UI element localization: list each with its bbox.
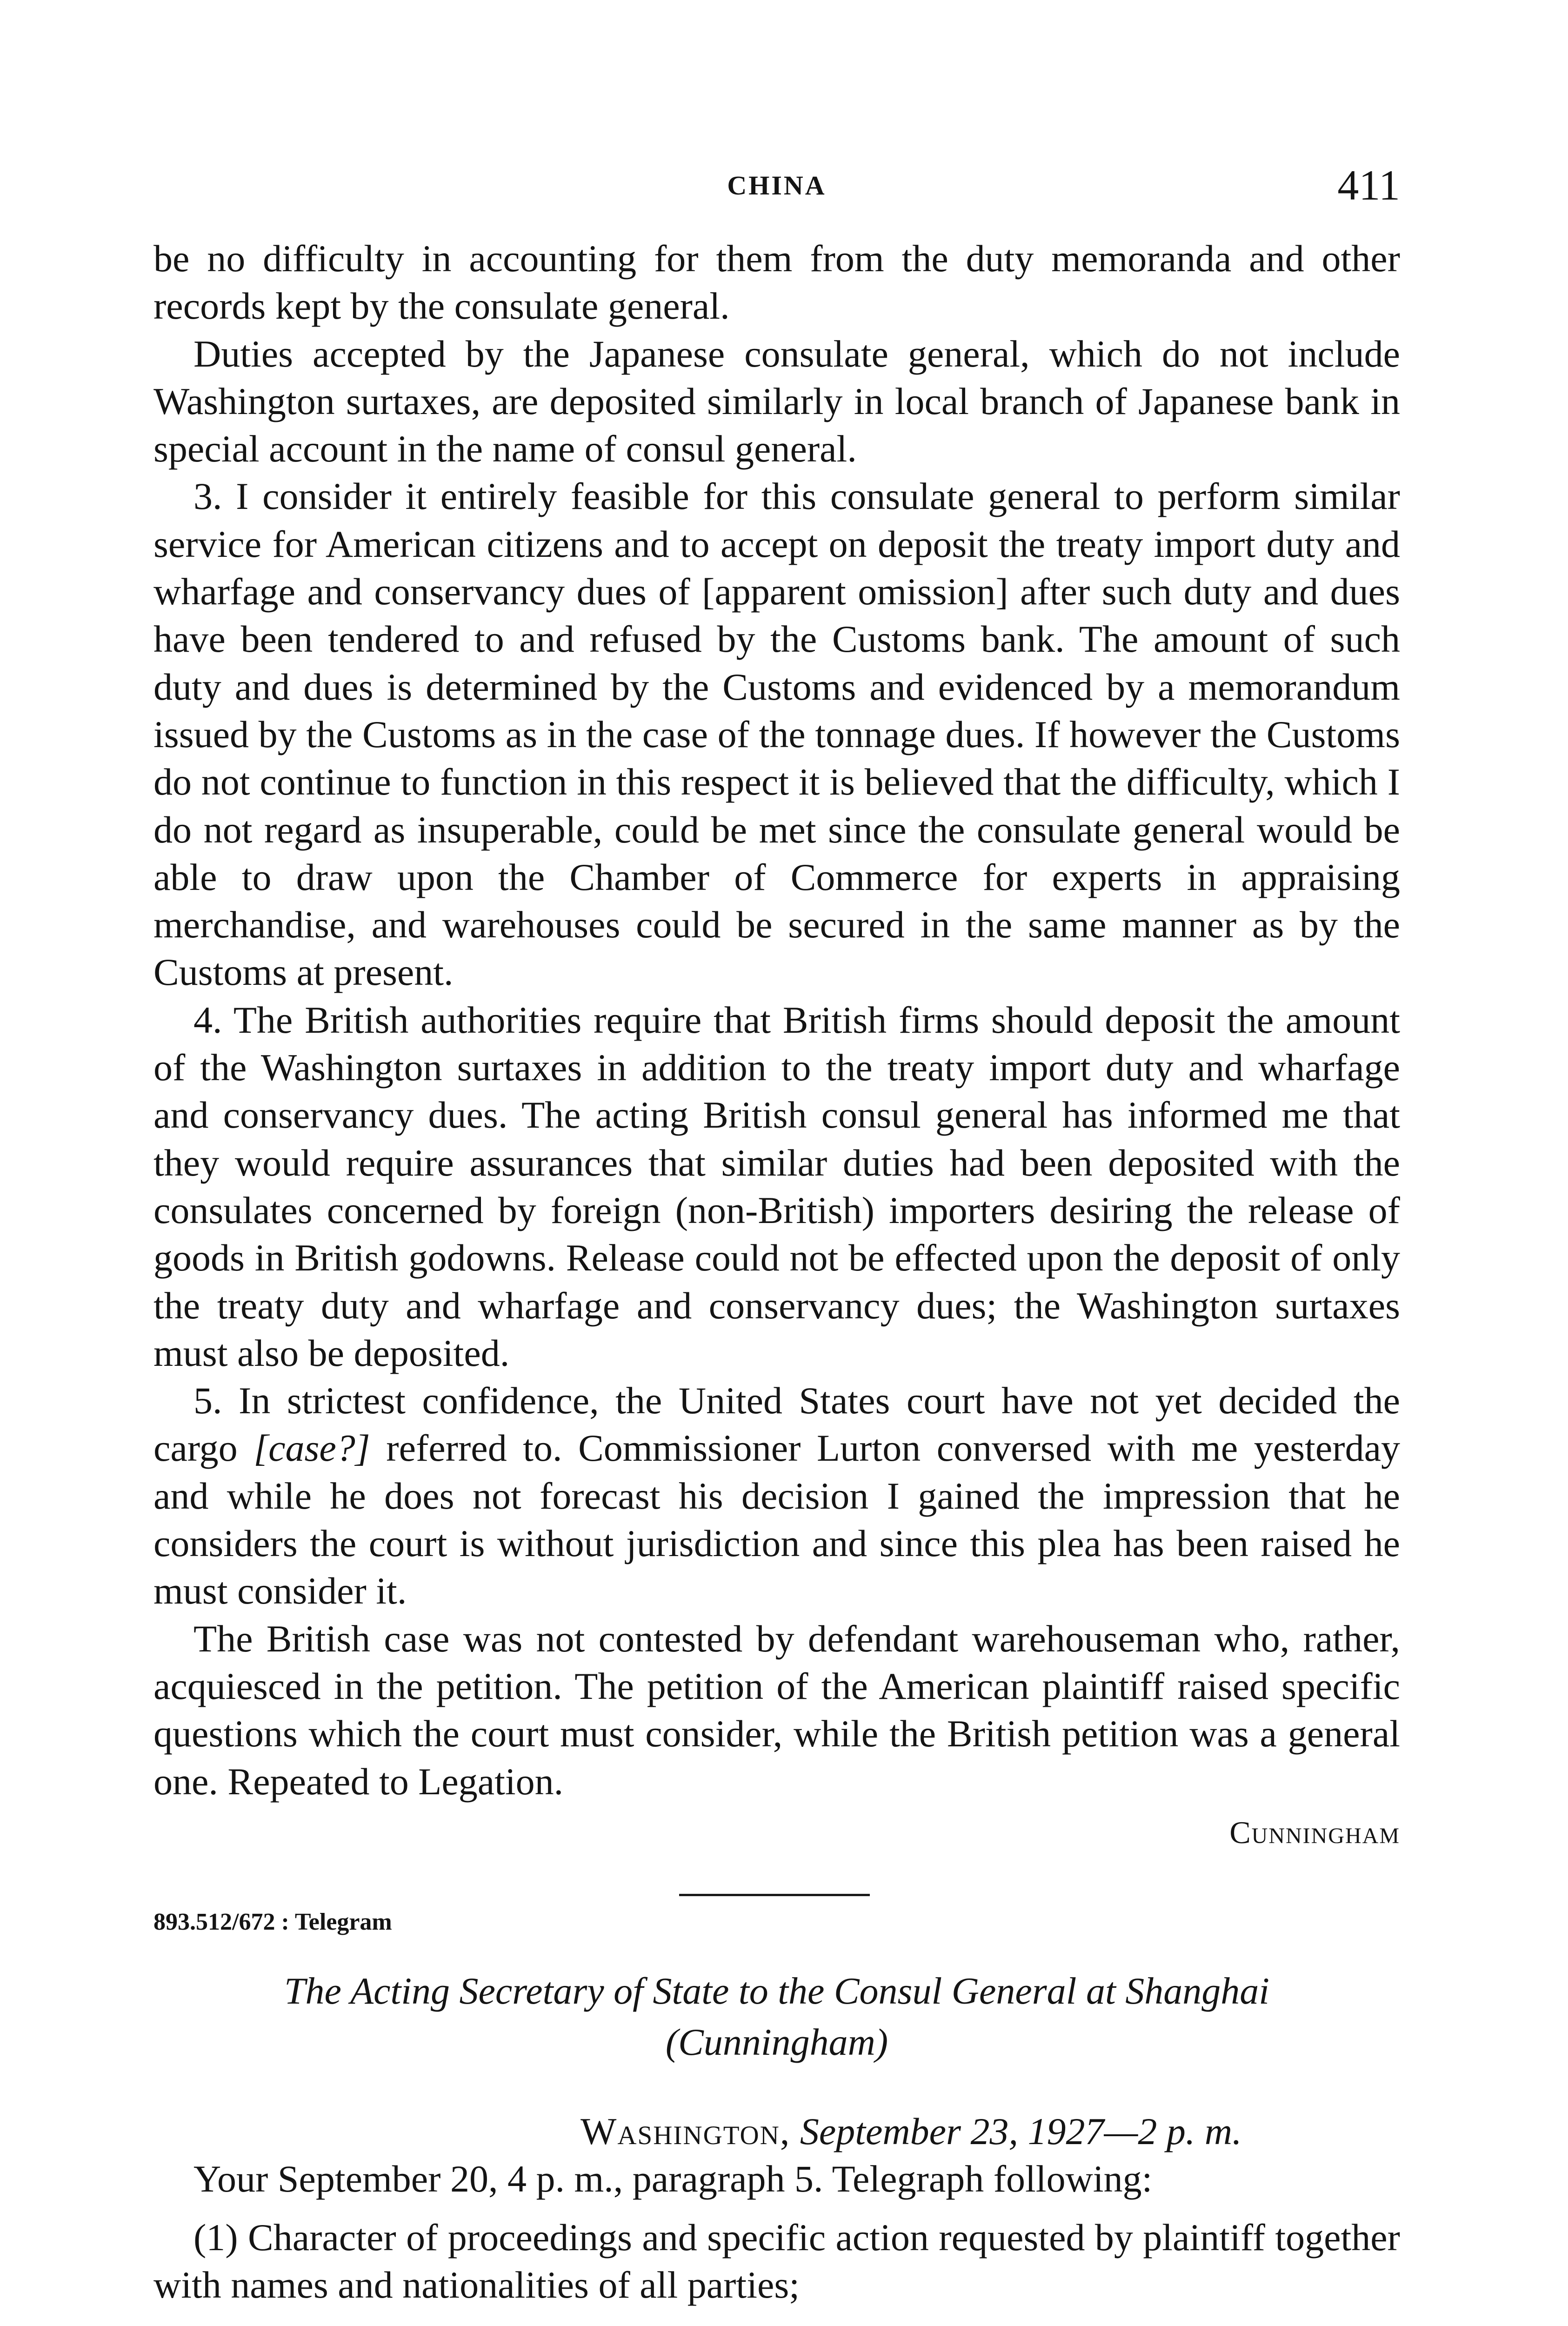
page-number: 411 [1337, 161, 1400, 209]
telegram-item-1: (1) Character of proceedings and specific action requested by plaintiff together with names and nationalities of all parties; [153, 2216, 1400, 2306]
page-header [153, 160, 1400, 212]
paragraph-5-text-a: 5. In strictest confidence, the United States court have not yet decided the cargo [153, 1379, 1400, 1470]
body-text [153, 235, 1400, 2309]
document-title-line-2: (Cunningham) [665, 2020, 888, 2063]
paragraph-3: 3. I consider it entirely feasible for this consulate general to perform similar service for American citizens and to accept on deposit the treaty import duty and wharfage and conservancy dues of [apparent omission] after such duty and dues have been tendered to and refused by the Customs bank. The amount of such duty and dues is determined by the Customs and evidenced by a memorandum issued by the Customs as in the case of the tonnage dues. If however the Customs do not continue to function in this respect it is believed that the difficulty, which I do not regard as insuperable, could be met since the consulate general would be able to draw upon the Chamber of Commerce for experts in appraising merchandise, and warehouses could be secured in the same manner as by the Customs at present. [153, 475, 1400, 994]
document-title [153, 1965, 1400, 2068]
paragraph-continuation: be no difficulty in accounting for them from the duty memoranda and other records kept by the consulate general. [153, 237, 1400, 328]
paragraph-japanese-duties: Duties accepted by the Japanese consulate general, which do not include Washington surtaxes, are deposited similarly in local branch of Japanese bank in special account in the name of consul general. [153, 332, 1400, 470]
file-reference: 893.512/672 : Telegram [153, 1908, 392, 1935]
dateline-place: Washington, [580, 2110, 791, 2152]
dateline-date: September 23, 1927—2 p. m. [800, 2110, 1242, 2152]
paragraph-5 [153, 1377, 1400, 1615]
signature: Cunningham [1229, 1814, 1400, 1850]
paragraph-5-text-b: referred to. Commissioner Lurton conversed with me yesterday and while he does not forecast his decision I gained the impression that he considers the court is without jurisdiction and since this plea has been raised he must consider it. [153, 1427, 1400, 1612]
section-divider [679, 1894, 870, 1896]
paragraph-5-editorial-note: [case?] [254, 1427, 370, 1470]
paragraph-4: 4. The British authorities require that British firms should deposit the amount of the Washington surtaxes in addition to the treaty import duty and wharfage and conservancy dues. The acting British consul general has informed me that they would require assurances that similar duties had been deposited with the consulates concerned by foreign (non-British) importers desiring the release of goods in British godowns. Release could not be effected upon the deposit of only the treaty duty and wharfage and conservancy dues; the Washington surtaxes must also be deposited. [153, 998, 1400, 1374]
running-head: CHINA [727, 170, 827, 201]
dateline [153, 2108, 1400, 2155]
document-title-line-1: The Acting Secretary of State to the Consul General at Shanghai [284, 1969, 1270, 2012]
telegram-opening: Your September 20, 4 p. m., paragraph 5. Telegraph following: [193, 2157, 1153, 2200]
paragraph-british-case: The British case was not contested by defendant warehouseman who, rather, acquiesced in the petition. The petition of the American plaintiff raised specific questions which the court must consider, while the British petition was a general one. Repeated to Legation. [153, 1617, 1400, 1803]
